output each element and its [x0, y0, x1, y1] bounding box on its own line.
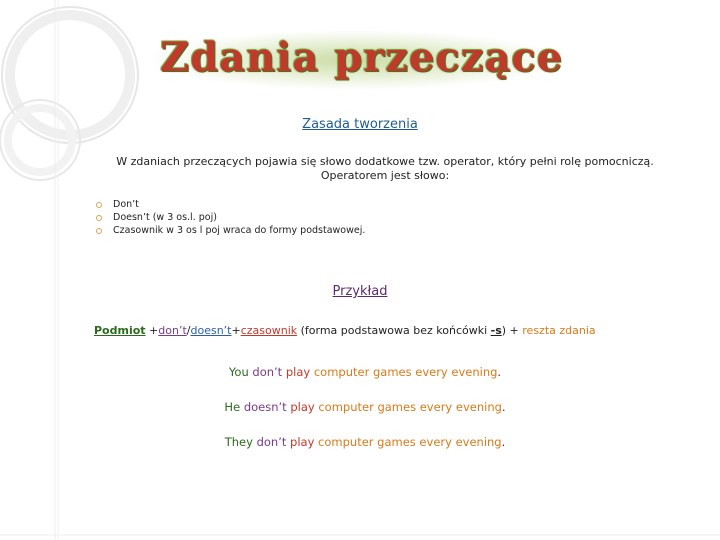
formula-rest: reszta zdania: [522, 324, 596, 337]
example-heading: Przykład: [332, 284, 388, 299]
formula-paren-close: ) +: [501, 324, 523, 337]
list-item: Czasownik w 3 os l poj wraca do formy podstawowej.: [96, 224, 365, 237]
rule-heading: Zasada tworzenia: [302, 117, 418, 132]
bullet-circle-icon: [96, 202, 102, 208]
example-sentence: He doesn’t play computer games every evening.: [224, 400, 506, 414]
formula-doesnt: doesn’t: [190, 324, 232, 337]
example-sentence: They don’t play computer games every evening.: [224, 435, 506, 449]
formula-paren-open: (forma podstawowa bez końcówki: [297, 324, 491, 337]
list-item: Doesn’t (w 3 os.l. poj): [96, 211, 365, 224]
example-sentence: You don’t play computer games every evening.: [228, 365, 502, 379]
page-title: Zdania przeczące: [160, 34, 564, 81]
rule-paragraph: W zdaniach przeczących pojawia się słowo dodatkowe tzw. operator, który pełni rolę pomocniczą. Operatorem jest słowo:: [116, 155, 654, 182]
bullet-circle-icon: [96, 228, 102, 234]
formula-plus: +: [145, 324, 159, 337]
sentence-formula: [94, 324, 596, 337]
title-banner: [150, 30, 564, 90]
rule-bullet-list: [96, 198, 365, 237]
formula-verb: czasownik: [240, 324, 298, 337]
formula-dont: don’t: [158, 324, 187, 337]
list-item: Don’t: [96, 198, 365, 211]
formula-suffix: -s: [490, 324, 502, 337]
formula-plus: +: [231, 324, 241, 337]
bullet-circle-icon: [96, 215, 102, 221]
formula-subject: Podmiot: [94, 324, 146, 337]
formula-slash: /: [186, 324, 191, 337]
